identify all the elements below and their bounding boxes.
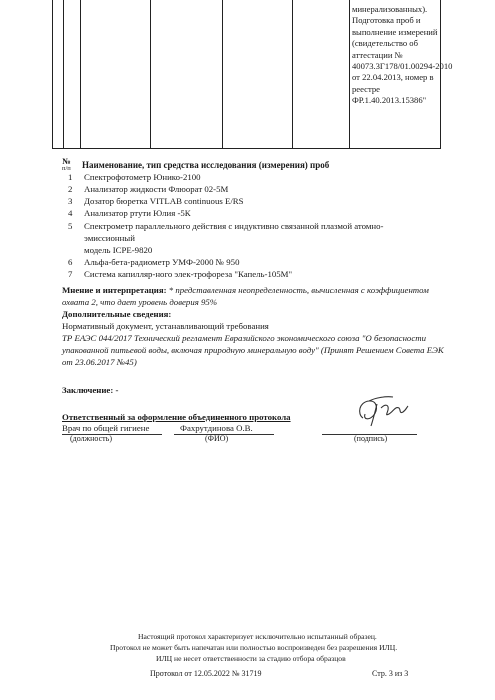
name-caption: (ФИО) [205,434,229,443]
instrument-name-continued: эмиссионный [84,233,135,243]
instrument-number: 1 [68,172,73,182]
opinion-text: * представленная неопределенность, вычисленная с коэффициентом [166,285,429,295]
number-header-symbol: № [62,156,71,166]
table-column-divider [80,0,81,148]
number-header-sub: п/п [62,165,71,172]
table-column-divider [349,0,350,148]
footer-disclaimer-line: Настоящий протокол характеризует исключительно испытанный образец. [138,632,377,641]
instrument-name: Анализатор ртути Юлия -5К [84,208,191,218]
footer-disclaimer-line: Протокол не может быть напечатан или полностью воспроизведен без разрешения ИЛЦ. [110,643,398,652]
cell-line: ФР.1.40.2013.15386" [352,95,427,106]
cell-line: Подготовка проб и [352,15,421,26]
signature-caption: (подпись) [354,434,388,443]
page-number: Стр. 3 из 3 [372,669,409,678]
instruments-header-title: Наименование, тип средства исследования (измерения) проб [82,160,330,170]
cell-line: аттестации № [352,49,403,60]
table-column-divider [292,0,293,148]
cell-line: минерализованных). [352,4,428,14]
instrument-number: 6 [68,257,73,267]
cell-line: (свидетельство об [352,38,418,49]
opinion-text-continued: охвата 2, что дает уровень доверия 95% [62,297,218,307]
normative-document-line: от 23.06.2017 №45) [62,357,137,367]
table-column-divider [150,0,151,148]
instrument-name: Дозатор бюретка VITLAB continuous E/RS [84,196,244,206]
opinion-label: Мнение и интерпретация: [62,285,167,295]
normative-document-line: Нормативный документ, устанавливающий требования [62,321,269,331]
instrument-name: Спектрофотометр Юнико-2100 [84,172,201,182]
handwritten-signature [355,392,410,430]
instrument-name-continued: модель ICPE-9820 [84,245,153,255]
cell-line: выполнение измерений [352,26,438,37]
instrument-number: 3 [68,196,73,206]
cell-line: от 22.04.2013, номер в [352,72,434,83]
instrument-number: 7 [68,269,73,279]
instrument-name: Система капилляр-ного элек-трофореза "Капель-105М" [84,269,293,279]
instrument-number: 4 [68,208,73,218]
instrument-name: Анализатор жидкости Флюорат 02-5М [84,184,229,194]
instruments-number-header [62,157,71,173]
instrument-name: Альфа-бета-радиометр УМФ-2000 № 950 [84,257,240,267]
normative-document-line: ТР ЕАЭС 044/2017 Технический регламент Евразийского экономического союза "О безопасности [62,333,426,343]
method-description-cell [352,4,453,107]
responsible-title: Ответственный за оформление объединенного протокола [62,412,291,422]
position-caption: (должность) [70,434,112,443]
responsible-position: Врач по общей гигиене [62,423,150,433]
responsible-name: Фахрутдинова О.В. [180,423,253,433]
protocol-number: Протокол от 12.05.2022 № 31719 [150,669,262,678]
conclusion-label: Заключение: - [62,385,119,395]
cell-line: 40073.3Г178/01.00294-2010 [352,61,453,72]
table-column-divider [222,0,223,148]
opinion-line [62,285,429,295]
footer-disclaimer-line: ИЛЦ не несет ответственности за стадию отбора образцов [156,654,346,663]
additional-info-label: Дополнительные сведения: [62,309,172,319]
normative-document-line: упакованной питьевой воды, включая природную минеральную воду" (Принят Решением Совета ЕЭК [62,345,444,355]
instrument-number: 2 [68,184,73,194]
cell-line: реестре [352,83,380,94]
instrument-name: Спектрометр параллельного действия с индуктивно связанной плазмой атомно- [84,221,384,231]
table-column-divider [63,0,64,148]
instrument-number: 5 [68,221,73,231]
